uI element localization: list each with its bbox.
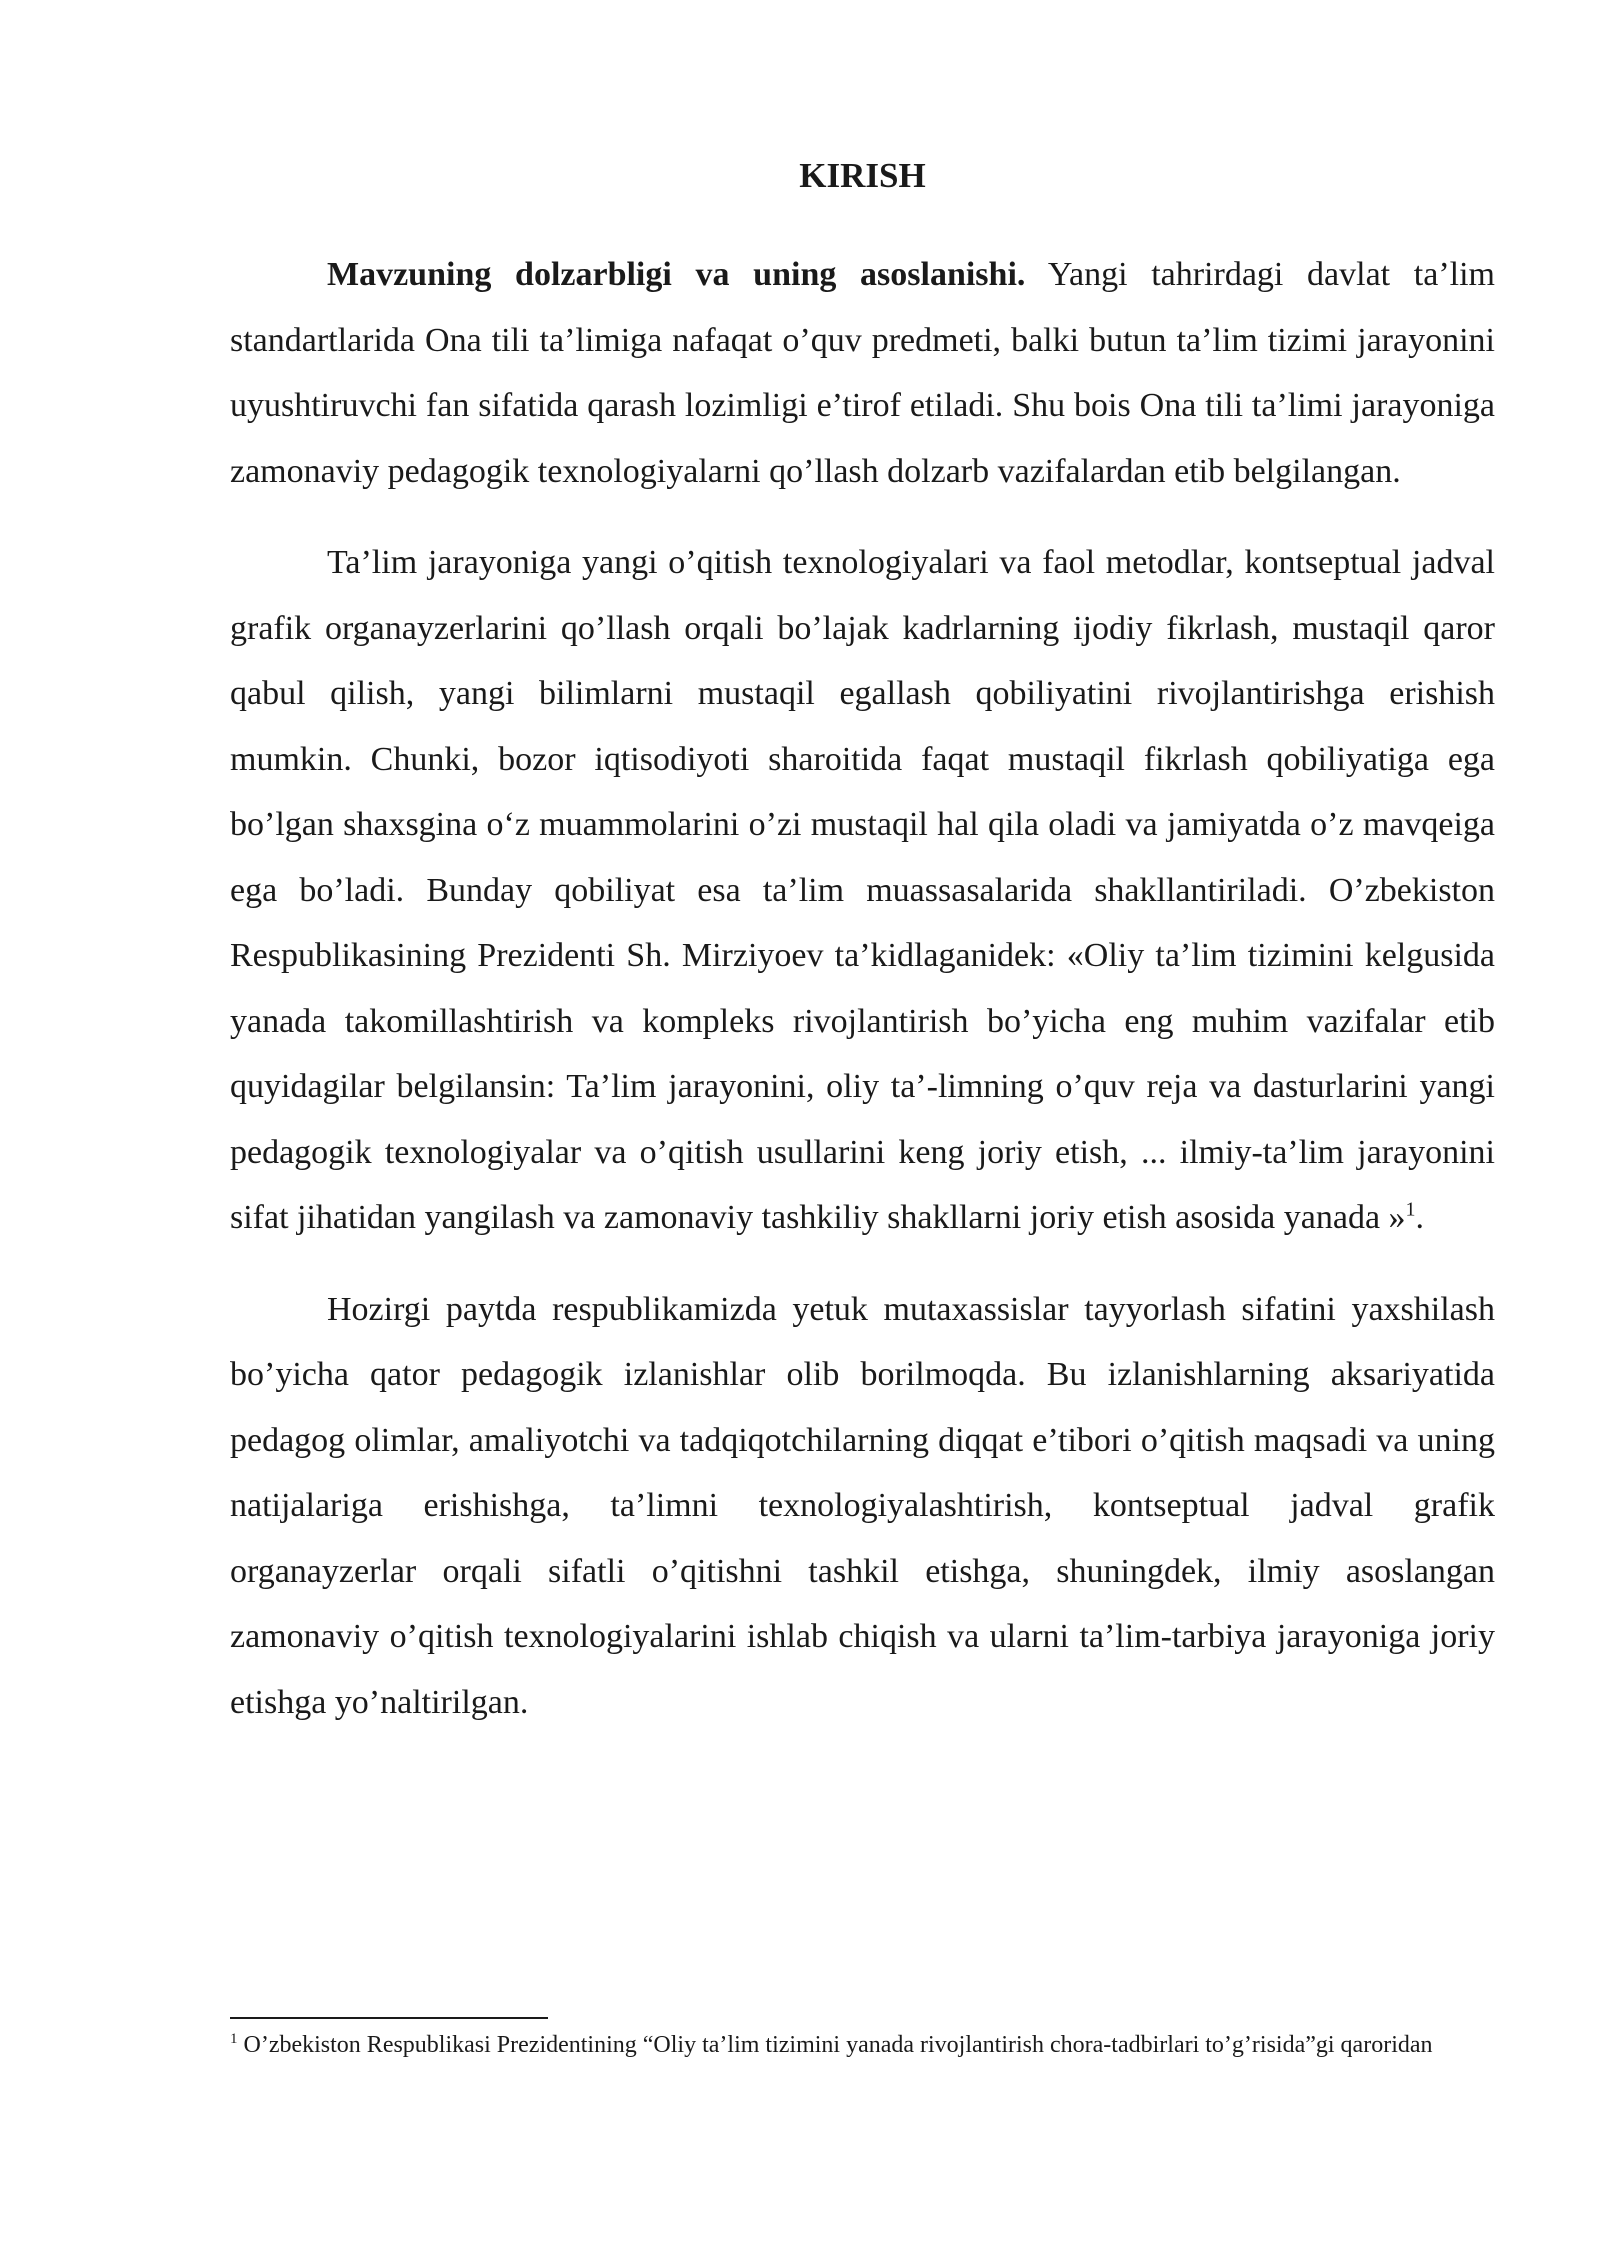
paragraph-text: Hozirgi paytda respublikamizda yetuk mutaxassislar tayyorlash sifatini yaxshilash bo’yicha qator pedagogik izlanishlar olib borilmoqda. Bu izlanishlarning aksariyatida pedagog olimlar, amaliyotchi va tadqiqotchilarning diqqat e’tibori o’qitish maqsadi va uning natijalariga erishishga, ta’limni texnologiyalashtirish, kontseptual jadval grafik organayzerlar orqali sifatli o’qitishni tashkil etishga, shuningdek, ilmiy asoslangan zamonaviy o’qitish texnologiyalarini ishlab chiqish va ularni ta’lim-tarbiya jarayoniga joriy etishga yo’naltirilgan. [230, 1290, 1495, 1721]
paragraph-lead-heading: Mavzuning dolzarbligi va uning asoslanishi. [327, 256, 1026, 293]
footnote [230, 2030, 1495, 2061]
paragraph-technologies [230, 530, 1495, 1251]
paragraph-relevance [230, 242, 1495, 504]
footnote-reference[interactable]: 1 [1405, 1198, 1416, 1221]
paragraph-research [230, 1277, 1495, 1736]
document-body [230, 150, 1495, 1761]
footnote-marker: 1 [230, 2031, 238, 2047]
paragraph-text: Ta’lim jarayoniga yangi o’qitish texnologiyalari va faol metodlar, kontseptual jadval grafik organayzerlarini qo’llash orqali bo’lajak kadrlarning ijodiy fikrlash, mustaqil qaror qabul qilish, yangi bilimlarni mustaqil egallash qobiliyatini rivojlantirishga erishish mumkin. Chunki, bozor iqtisodiyoti sharoitida faqat mustaqil fikrlash qobiliyatiga ega bo’lgan shaxsgina o‘z muammolarini o’zi mustaqil hal qila oladi va jamiyatda o’z mavqeiga ega bo’ladi. Bunday qobiliyat esa ta’lim muassasalarida shakllantiriladi. O’zbekiston Respublikasining Prezidenti Sh. Mirziyoev ta’kidlaganidek: «Oliy ta’lim tizimini kelgusida yanada takomillashtirish va kompleks rivojlantirish bo’yicha eng muhim vazifalar etib quyidagilar belgilansin: Ta’lim jarayonini, oliy ta’-limning o’quv reja va dasturlarini yangi pedagogik texnologiyalar va o’qitish usullarini keng joriy etish, ... ilmiy-ta’lim jarayonini sifat jihatidan yangilash va zamonaviy tashkiliy shakllarni joriy etish asosida yanada » [230, 544, 1495, 1236]
footnote-separator [230, 2017, 548, 2019]
paragraph-text: Yangi tahrirdagi davlat ta’lim standartlarida Ona tili ta’limiga nafaqat o’quv predmeti, balki butun ta’lim tizimi jarayonini uyushtiruvchi fan sifatida qarash lozimligi e’tirof etiladi. Shu bois Ona tili ta’limi jarayoniga zamonaviy pedagogik texnologiyalarni qo’llash dolzarb vazifalardan etib belgilangan. [230, 256, 1495, 490]
page-title: KIRISH [799, 156, 926, 195]
paragraph-tail: . [1415, 1199, 1425, 1236]
footnote-text: O’zbekiston Respublikasi Prezidentining “Oliy ta’lim tizimini yanada rivojlantirish chora-tadbirlari to’g’risida”gi qaroridan [237, 2032, 1433, 2058]
